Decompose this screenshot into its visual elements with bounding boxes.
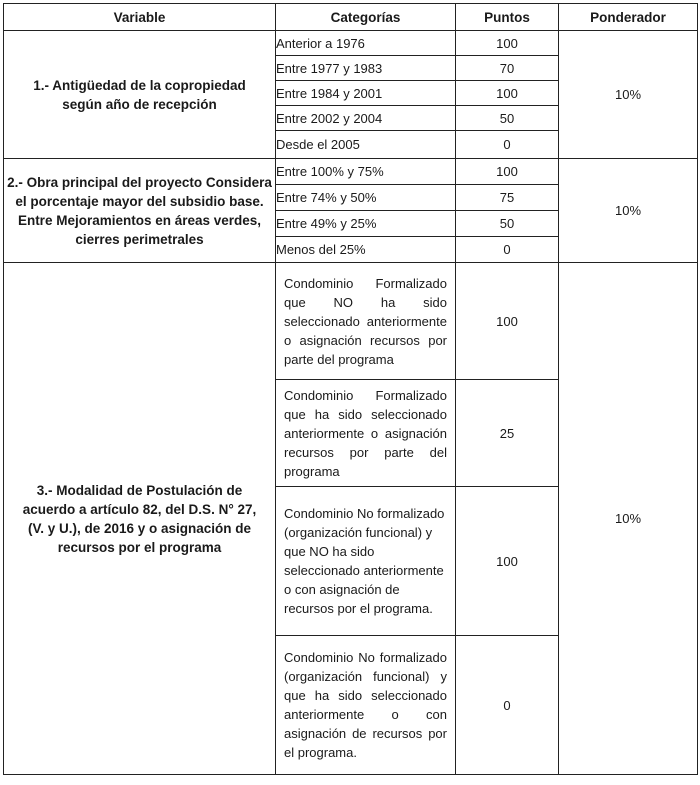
- category-cell: Menos del 25%: [276, 237, 456, 263]
- variable-cell: [4, 159, 276, 263]
- variable-cell: [4, 263, 276, 775]
- header-row: [4, 4, 698, 31]
- header-categorias: Categorías: [276, 4, 456, 31]
- points-cell: 0: [456, 636, 559, 775]
- header-puntos: Puntos: [456, 4, 559, 31]
- category-cell: Entre 1977 y 1983: [276, 56, 456, 81]
- points-cell: 100: [456, 487, 559, 636]
- category-cell: Entre 49% y 25%: [276, 211, 456, 237]
- category-cell: Entre 2002 y 2004: [276, 106, 456, 131]
- weight-cell: 10%: [559, 263, 698, 775]
- variable-text: 1.- Antigüedad de la copropiedad según año de recepción: [33, 77, 246, 112]
- points-cell: 100: [456, 159, 559, 185]
- variable-cell: [4, 31, 276, 159]
- header-ponderador: Ponderador: [559, 4, 698, 31]
- category-cell: Condominio Formalizado que ha sido seleccionado anteriormente o asignación recursos por parte del programa: [276, 380, 456, 487]
- weight-cell: 10%: [559, 159, 698, 263]
- category-cell: Desde el 2005: [276, 131, 456, 159]
- points-cell: 100: [456, 81, 559, 106]
- table-row: [4, 31, 698, 56]
- points-cell: 50: [456, 106, 559, 131]
- category-cell: Condominio No formalizado (organización funcional) y que NO ha sido seleccionado anteriormente o con asignación de recursos por el programa.: [276, 487, 456, 636]
- header-variable: Variable: [4, 4, 276, 31]
- variable-text: 2.- Obra principal del proyecto Considera el porcentaje mayor del subsidio base. Entre Mejoramientos en áreas verdes, cierres perimetrales: [7, 174, 272, 247]
- variable-text: 3.- Modalidad de Postulación de acuerdo a artículo 82, del D.S. N° 27, (V. y U.), de 2016 y o asignación de recursos por el programa: [22, 482, 257, 555]
- points-cell: 100: [456, 263, 559, 380]
- table-row: [4, 159, 698, 185]
- points-cell: 70: [456, 56, 559, 81]
- table-row: [4, 263, 698, 380]
- weight-cell: 10%: [559, 31, 698, 159]
- points-cell: 100: [456, 31, 559, 56]
- category-cell: Condominio Formalizado que NO ha sido seleccionado anteriormente o asignación recursos por parte del programa: [276, 263, 456, 380]
- scoring-table: [3, 3, 698, 775]
- category-cell: Entre 1984 y 2001: [276, 81, 456, 106]
- points-cell: 0: [456, 237, 559, 263]
- category-cell: Entre 74% y 50%: [276, 185, 456, 211]
- points-cell: 25: [456, 380, 559, 487]
- points-cell: 0: [456, 131, 559, 159]
- points-cell: 50: [456, 211, 559, 237]
- category-cell: Condominio No formalizado (organización funcional) y que ha sido seleccionado anteriormente o con asignación de recursos por el programa.: [276, 636, 456, 775]
- category-cell: Anterior a 1976: [276, 31, 456, 56]
- points-cell: 75: [456, 185, 559, 211]
- category-cell: Entre 100% y 75%: [276, 159, 456, 185]
